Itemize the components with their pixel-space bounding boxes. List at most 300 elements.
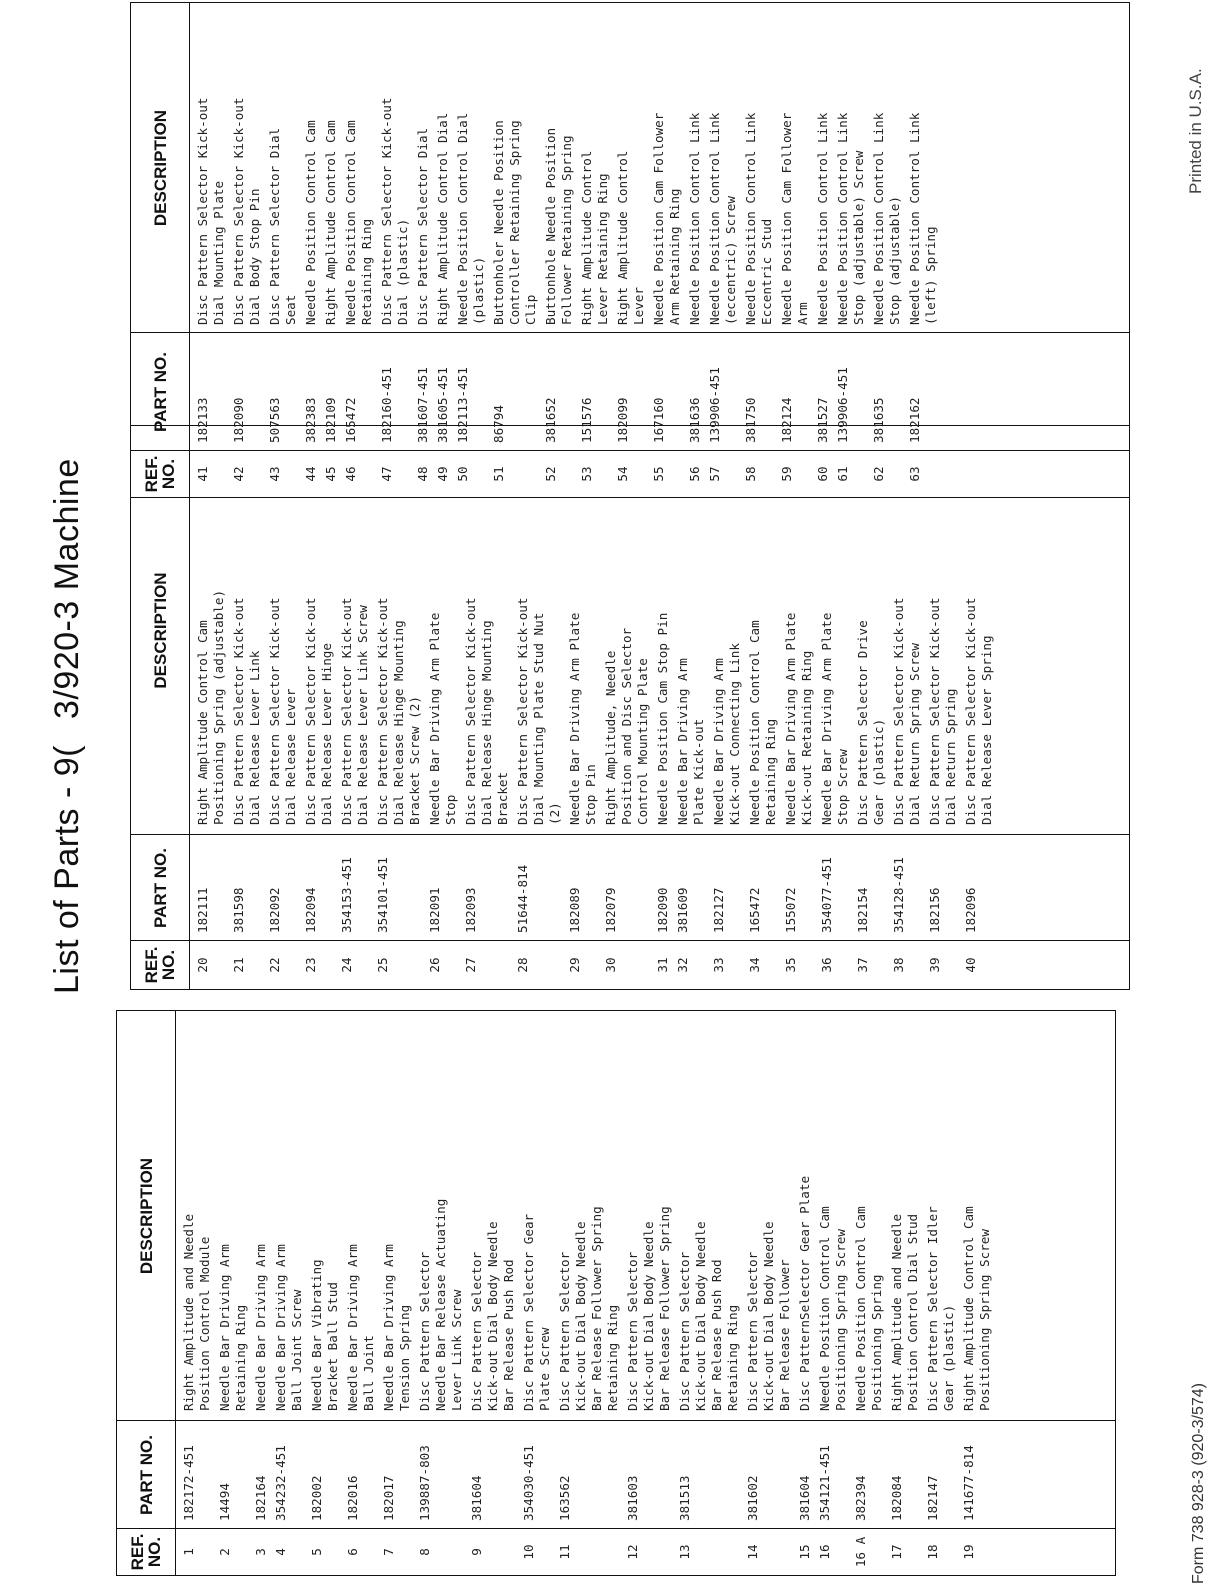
ref-no-header: REF. NO.	[128, 1533, 164, 1571]
ref-no-cell: 38	[891, 957, 906, 973]
part-no-cell: 354232-451	[273, 1445, 288, 1521]
description-line: Dial (plastic)	[395, 218, 410, 325]
part-no-cell: 182133	[195, 397, 210, 443]
description-cell	[889, 1011, 921, 1411]
description-line: Needle Bar Driving Arm	[675, 658, 690, 825]
description-line: Disc Pattern Selector Kick-out	[963, 597, 978, 825]
description-cell	[491, 3, 539, 325]
table-row	[273, 1011, 309, 1575]
table-row	[567, 426, 603, 989]
part-no-cell: 354077-451	[819, 857, 834, 933]
table-row	[677, 1011, 745, 1575]
table-row	[217, 1011, 253, 1575]
description-cell	[303, 3, 319, 325]
title-right: 3/920-3 Machine	[48, 458, 86, 720]
ref-no-cell: 1	[181, 1548, 196, 1556]
description-line: Needle Position Control Cam	[343, 120, 358, 325]
table-row	[267, 3, 303, 497]
ref-no-cell: 11	[557, 1544, 572, 1560]
ref-no-cell: 62	[871, 466, 886, 482]
description-line: Disc Pattern Selector Dial	[267, 127, 282, 325]
printed-in-usa: Printed in U.S.A.	[1186, 68, 1205, 194]
description-line: Disc Pattern Selector	[745, 1251, 760, 1411]
description-line: Buttonholer Needle Position	[491, 120, 506, 325]
table-row	[469, 1011, 521, 1575]
part-no-cell: 139887-803	[417, 1445, 432, 1521]
description-cell	[743, 3, 775, 325]
description-cell	[907, 3, 939, 325]
ref-no-cell: 17	[889, 1544, 904, 1560]
description-cell	[557, 1011, 621, 1411]
description-line: Dial Release Lever	[283, 688, 298, 825]
description-line: Needle Bar Driving Arm Plate	[567, 612, 582, 825]
ref-no-cell: 50	[455, 466, 470, 482]
ref-no-cell: 14	[745, 1544, 760, 1560]
description-line: Disc Pattern Selector Kick-out	[195, 97, 210, 325]
ref-no-cell: 21	[231, 957, 246, 973]
description-line: Needle Bar Driving Arm	[345, 1244, 360, 1411]
description-cell	[181, 1011, 213, 1411]
description-line: Needle Position Cam Follower	[779, 112, 794, 325]
table-row	[889, 1011, 925, 1575]
table-header	[131, 426, 190, 989]
table-rows	[181, 1011, 997, 1575]
description-line: Needle Bar Driving Arm Plate	[819, 612, 834, 825]
description-line: Stop Pin	[583, 764, 598, 825]
description-line: Position and Disc Selector	[619, 627, 634, 825]
description-cell	[345, 1011, 377, 1411]
part-no-cell: 381598	[231, 887, 246, 933]
description-line: Bracket Screw (2)	[407, 696, 422, 825]
description-line: Disc Pattern Selector	[677, 1251, 692, 1411]
part-no-cell: 382394	[853, 1475, 868, 1521]
table-row	[427, 426, 463, 989]
description-line: Needle Bar Driving Arm Plate	[427, 612, 442, 825]
ref-no-cell: 31	[655, 957, 670, 973]
description-line: Disc Pattern Selector	[557, 1251, 572, 1411]
part-no-cell: 182162	[907, 397, 922, 443]
table-row	[379, 3, 415, 497]
table-row	[195, 3, 231, 497]
part-no-cell: 182091	[427, 887, 442, 933]
ref-no-cell: 58	[743, 466, 758, 482]
description-line: Positioning Spring	[869, 1274, 884, 1411]
table-row	[345, 1011, 381, 1575]
part-no-cell: 182156	[927, 887, 942, 933]
ref-no-cell: 3	[253, 1548, 268, 1556]
part-no-cell: 182160-451	[379, 367, 394, 443]
ref-no-cell: 45	[323, 466, 338, 482]
description-line: Bar Release Push Rod	[501, 1259, 516, 1411]
description-line: Retaining Ring	[725, 1304, 740, 1411]
part-no-header: PART NO.	[136, 1435, 156, 1515]
part-no-cell: 182147	[925, 1475, 940, 1521]
ref-no-cell: 23	[303, 957, 318, 973]
description-cell	[815, 3, 831, 325]
ref-no-cell: 34	[747, 957, 762, 973]
description-line: Needle Position Control Cam	[303, 120, 318, 325]
description-line: Needle Position Cam Follower	[651, 112, 666, 325]
table-row	[651, 3, 687, 497]
description-cell	[707, 3, 739, 325]
part-no-cell: 182099	[615, 397, 630, 443]
table-row	[963, 426, 999, 989]
ref-no-cell: 41	[195, 466, 210, 482]
description-line: Eccentric Stud	[759, 218, 774, 325]
description-line: Bar Release Follower Spring	[657, 1206, 672, 1411]
ref-no-cell: 22	[267, 957, 282, 973]
description-line: Needle Bar Driving Arm	[253, 1244, 268, 1411]
description-line: Retaining Ring	[359, 218, 374, 325]
part-no-cell: 381603	[625, 1475, 640, 1521]
table-row	[907, 3, 943, 497]
part-no-cell: 381607-451	[415, 367, 430, 443]
description-line: Dial Mounting Plate Stud Nut	[531, 612, 546, 825]
part-no-cell: 182127	[711, 887, 726, 933]
ref-no-cell: 4	[273, 1548, 288, 1556]
part-no-cell: 182002	[309, 1475, 324, 1521]
table-row	[339, 426, 375, 989]
part-no-cell: 182172-451	[181, 1445, 196, 1521]
part-no-cell: 151576	[579, 397, 594, 443]
description-line: Dial Release Hinge Mounting	[479, 620, 494, 825]
description-cell	[417, 1011, 465, 1411]
description-line: Controller Retaining Spring	[507, 120, 522, 325]
description-line: Clip	[523, 294, 538, 325]
table-row	[855, 426, 891, 989]
part-no-cell: 139906-451	[707, 367, 722, 443]
description-line: Needle Position Control Dial	[455, 112, 470, 325]
part-no-cell: 182109	[323, 397, 338, 443]
description-line: Needle Position Control Link	[743, 112, 758, 325]
description-line: Right Amplitude Control	[579, 150, 594, 325]
part-no-cell: 182084	[889, 1475, 904, 1521]
ref-no-cell: 37	[855, 957, 870, 973]
ref-no-cell: 46	[343, 466, 358, 482]
description-line: Stop (adjustable) Screw	[851, 150, 866, 325]
description-line: Seat	[283, 294, 298, 325]
part-no-cell: 182090	[231, 397, 246, 443]
description-line: Dial Body Stop Pin	[247, 188, 262, 325]
description-line: Right Amplitude Control Cam	[323, 120, 338, 325]
description-line: Dial Release Lever Link Screw	[355, 605, 370, 825]
description-cell	[651, 3, 683, 325]
description-cell	[343, 3, 375, 325]
table-row	[835, 3, 871, 497]
part-no-cell: 182090	[655, 887, 670, 933]
ref-no-cell: 27	[463, 957, 478, 973]
description-line: Lever Retaining Ring	[595, 173, 610, 325]
table-row	[625, 1011, 677, 1575]
table-row	[891, 426, 927, 989]
part-no-cell: 381636	[687, 397, 702, 443]
ref-no-cell: 39	[927, 957, 942, 973]
description-cell	[415, 3, 431, 325]
description-line: Disc Pattern Selector Kick-out	[515, 597, 530, 825]
ref-no-cell: 42	[231, 466, 246, 482]
description-line: Needle Bar Driving Arm	[381, 1244, 396, 1411]
table-row	[675, 426, 711, 989]
part-no-cell: 141677-814	[961, 1445, 976, 1521]
table-row	[603, 426, 655, 989]
ref-no-cell: 55	[651, 466, 666, 482]
description-line: Retaining Ring	[605, 1304, 620, 1411]
part-no-cell: 182124	[779, 397, 794, 443]
description-cell	[195, 3, 227, 325]
description-line: Kick-out Retaining Ring	[799, 650, 814, 825]
part-no-header: PART NO.	[150, 352, 170, 432]
description-line: Dial Release Lever Spring	[979, 635, 994, 825]
ref-no-cell: 6	[345, 1548, 360, 1556]
description-line: Dial Return Spring Screw	[907, 643, 922, 825]
ref-no-cell: 56	[687, 466, 702, 482]
description-line: Disc Pattern Selector Kick-out	[303, 597, 318, 825]
part-no-cell: 381635	[871, 397, 886, 443]
description-cell	[625, 1011, 673, 1411]
description-cell	[323, 3, 339, 325]
table-row	[323, 3, 343, 497]
ref-no-cell: 54	[615, 466, 630, 482]
part-no-cell: 381602	[745, 1475, 760, 1521]
part-no-cell: 182164	[253, 1475, 268, 1521]
ref-no-cell: 57	[707, 466, 722, 482]
table-row	[557, 1011, 625, 1575]
description-line: Bar Release Follower Spring	[589, 1206, 604, 1411]
description-line: Needle Bar Driving Arm	[273, 1244, 288, 1411]
description-line: Right Amplitude Control Cam	[961, 1206, 976, 1411]
description-line: Needle Bar Release Actuating	[433, 1198, 448, 1411]
description-cell	[309, 1011, 341, 1411]
description-line: Lever	[631, 287, 646, 325]
parts-table-1	[116, 1010, 1116, 1576]
ref-no-cell: 53	[579, 466, 594, 482]
table-row	[615, 3, 651, 497]
part-no-cell: 182113-451	[455, 367, 470, 443]
ref-no-cell: 12	[625, 1544, 640, 1560]
description-line: Plate Kick-out	[691, 718, 706, 825]
description-cell	[273, 1011, 305, 1411]
description-line: Right Amplitude Control	[615, 150, 630, 325]
table-row	[181, 1011, 217, 1575]
description-cell	[779, 3, 811, 325]
title-left: List of Parts - 9(	[48, 745, 86, 994]
description-line: Bracket	[495, 771, 510, 825]
description-header: DESCRIPTION	[136, 1157, 156, 1275]
description-line: Right Amplitude, Needle	[603, 650, 618, 825]
ref-no-header: REF. NO.	[142, 946, 178, 984]
table-row	[267, 426, 303, 989]
description-cell	[835, 3, 867, 325]
table-row	[515, 426, 567, 989]
description-line: Disc Pattern Selector Kick-out	[231, 597, 246, 825]
part-no-cell: 167160	[651, 397, 666, 443]
table-row	[745, 1011, 797, 1575]
description-cell	[817, 1011, 849, 1411]
table-row	[707, 3, 743, 497]
part-no-cell: 354101-451	[375, 857, 390, 933]
description-line: Disc Pattern Selector Idler	[925, 1206, 940, 1411]
description-line: Stop	[443, 794, 458, 825]
ref-no-cell: 15	[797, 1544, 812, 1560]
ref-no-cell: 26	[427, 957, 442, 973]
ref-no-cell: 25	[375, 957, 390, 973]
part-no-cell: 381652	[543, 397, 558, 443]
table-row	[797, 1011, 817, 1575]
description-line: Right Amplitude Control Dial	[435, 112, 450, 325]
table-row	[415, 3, 435, 497]
part-no-cell: 182089	[567, 887, 582, 933]
description-line: Arm Retaining Ring	[667, 188, 682, 325]
ref-no-cell: 7	[381, 1548, 396, 1556]
part-no-cell: 182092	[267, 887, 282, 933]
description-line: Needle Bar Vibrating	[309, 1259, 324, 1411]
ref-no-cell: 47	[379, 466, 394, 482]
description-line: Positioning Spring Screw	[833, 1229, 848, 1411]
description-line: Needle Bar Driving Arm Plate	[783, 612, 798, 825]
table-row	[309, 1011, 345, 1575]
description-cell	[521, 1011, 553, 1411]
description-cell	[853, 1011, 885, 1411]
part-no-cell: 155072	[783, 887, 798, 933]
part-no-cell: 381513	[677, 1475, 692, 1521]
ref-no-cell: 52	[543, 466, 558, 482]
description-line: Disc Pattern Selector	[625, 1251, 640, 1411]
ref-no-cell: 32	[675, 957, 690, 973]
description-line: Tension Spring	[397, 1304, 412, 1411]
description-cell	[267, 3, 299, 325]
description-line: Dial Mounting Plate	[211, 180, 226, 325]
description-line: Dial Return Spring	[943, 688, 958, 825]
ref-no-cell: 5	[309, 1548, 324, 1556]
part-no-cell: 381604	[797, 1475, 812, 1521]
description-cell	[381, 1011, 413, 1411]
description-line: Disc Pattern Selector Kick-out	[267, 597, 282, 825]
description-line: Position Control Dial Stud	[905, 1213, 920, 1411]
description-line: Needle Bar Driving Arm	[711, 658, 726, 825]
part-no-cell: 381527	[815, 397, 830, 443]
part-no-cell: 354128-451	[891, 857, 906, 933]
part-no-cell: 507563	[267, 397, 282, 443]
table-header	[117, 1011, 176, 1575]
description-line: Bar Release Follower	[777, 1259, 792, 1411]
description-line: Needle Position Control Cam	[817, 1206, 832, 1411]
table-row	[417, 1011, 469, 1575]
description-line: Bracket Ball Stud	[325, 1282, 340, 1411]
description-line: Disc Pattern Selector Gear	[521, 1213, 536, 1411]
ref-no-cell: 8	[417, 1548, 432, 1556]
description-cell	[745, 1011, 793, 1411]
description-cell	[615, 3, 647, 325]
description-line: Control Mounting Plate	[635, 658, 650, 825]
description-cell	[253, 1011, 269, 1411]
description-line: Right Amplitude and Needle	[889, 1213, 904, 1411]
description-line: Disc Pattern Selector Kick-out	[379, 97, 394, 325]
description-line: (eccentric) Screw	[723, 196, 738, 325]
part-no-cell: 354153-451	[339, 857, 354, 933]
description-cell	[379, 3, 411, 325]
ref-no-cell: 59	[779, 466, 794, 482]
description-line: Position Control Module	[197, 1236, 212, 1411]
description-line: Retaining Ring	[763, 718, 778, 825]
ref-no-cell: 28	[515, 957, 530, 973]
table-row	[743, 3, 779, 497]
description-line: Disc Pattern Selector	[417, 1251, 432, 1411]
description-cell	[231, 3, 263, 325]
description-line: Disc Pattern Selector Kick-out	[231, 97, 246, 325]
ref-no-cell: 44	[303, 466, 318, 482]
description-line: (2)	[547, 802, 562, 825]
part-no-cell: 381609	[675, 887, 690, 933]
form-number: Form 738 928-3 (920-3/574)	[1190, 1383, 1207, 1584]
part-no-cell: 182017	[381, 1475, 396, 1521]
table-row	[961, 1011, 997, 1575]
part-no-cell: 381605-451	[435, 367, 450, 443]
ref-no-cell: 35	[783, 957, 798, 973]
ref-no-cell: 33	[711, 957, 726, 973]
ref-no-cell: 60	[815, 466, 830, 482]
parts-table-2	[130, 425, 1130, 990]
part-no-cell: 182016	[345, 1475, 360, 1521]
description-line: Retaining Ring	[233, 1304, 248, 1411]
table-row	[303, 3, 323, 497]
description-line: Ball Joint Screw	[289, 1289, 304, 1411]
ref-no-cell: 43	[267, 466, 282, 482]
description-line: Disc PatternSelector Gear Plate	[797, 1175, 812, 1411]
table-row	[491, 3, 543, 497]
description-line: Stop (adjustable)	[887, 196, 902, 325]
description-line: Kick-out Dial Body Needle	[641, 1221, 656, 1411]
description-line: Kick-out Dial Body Needle	[485, 1221, 500, 1411]
description-line: Disc Pattern Selector Kick-out	[375, 597, 390, 825]
part-no-cell: 51644-814	[515, 864, 530, 933]
part-no-cell: 139906-451	[835, 367, 850, 443]
ref-no-cell: 30	[603, 957, 618, 973]
part-no-cell: 182079	[603, 887, 618, 933]
description-line: Disc Pattern Selector Dial	[415, 127, 430, 325]
description-line: Disc Pattern Selector Kick-out	[891, 597, 906, 825]
description-line: Kick-out Connecting Link	[727, 643, 742, 825]
description-line: Positioning Spring Screw	[977, 1229, 992, 1411]
table-row	[783, 426, 819, 989]
description-line: Dial Release Lever Link	[247, 650, 262, 825]
table-rows	[195, 3, 943, 497]
part-no-cell: 354030-451	[521, 1445, 536, 1521]
ref-no-cell: 49	[435, 466, 450, 482]
description-header: DESCRIPTION	[150, 109, 170, 227]
table-row	[375, 426, 427, 989]
description-line: Kick-out Dial Body Needle	[573, 1221, 588, 1411]
table-row	[925, 1011, 961, 1575]
description-line: Needle Position Control Link	[707, 112, 722, 325]
table-row	[815, 3, 835, 497]
table-row	[655, 426, 675, 989]
table-row	[463, 426, 515, 989]
table-row	[195, 426, 231, 989]
description-line: Gear (plastic)	[941, 1304, 956, 1411]
part-no-header: PART NO.	[150, 848, 170, 928]
description-line: Kick-out Dial Body Needle	[693, 1221, 708, 1411]
description-line: Disc Pattern Selector	[469, 1251, 484, 1411]
ref-no-cell: 10	[521, 1544, 536, 1560]
description-header: DESCRIPTION	[150, 572, 170, 689]
description-line: Kick-out Dial Body Needle	[761, 1221, 776, 1411]
description-cell	[687, 3, 703, 325]
description-line: Needle Position Cam Stop Pin	[655, 612, 670, 825]
description-line: Disc Pattern Selector Kick-out	[927, 597, 942, 825]
description-cell	[677, 1011, 741, 1411]
table-row	[871, 3, 907, 497]
description-cell	[217, 1011, 249, 1411]
